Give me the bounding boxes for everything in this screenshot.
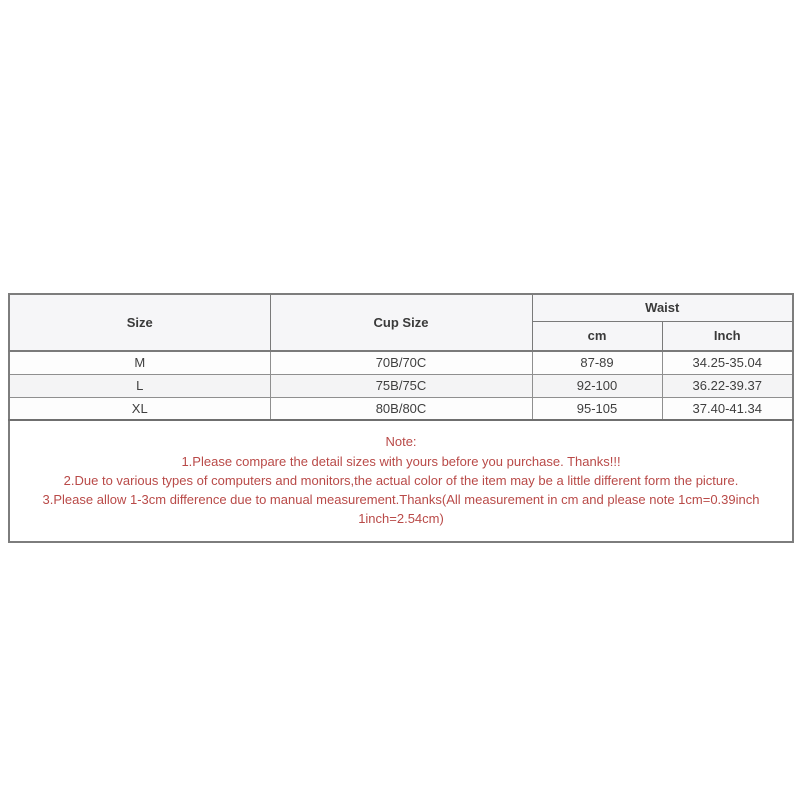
table-row-l	[9, 374, 793, 397]
header-cup-size: Cup Size	[270, 294, 532, 351]
note-line-1: 1.Please compare the detail sizes with yours before you purchase. Thanks!!!	[181, 454, 621, 469]
cell-waist-inch: 36.22-39.37	[662, 374, 793, 397]
cell-cup-size: 80B/80C	[270, 397, 532, 420]
header-waist-cm: cm	[532, 321, 662, 351]
cell-waist-cm: 95-105	[532, 397, 662, 420]
header-size: Size	[9, 294, 270, 351]
size-chart-table	[8, 293, 794, 543]
table-row-xl	[9, 397, 793, 420]
size-chart-header	[9, 294, 793, 351]
cell-size: XL	[9, 397, 270, 420]
note-row	[9, 420, 793, 542]
note-line-3: 3.Please allow 1-3cm difference due to manual measurement.Thanks(All measurement in cm and please note 1cm=0.39inch 1inch=2.54cm)	[42, 492, 760, 526]
cell-size: M	[9, 351, 270, 374]
cell-waist-inch: 37.40-41.34	[662, 397, 793, 420]
note-block	[16, 432, 786, 528]
cell-size: L	[9, 374, 270, 397]
cell-waist-cm: 92-100	[532, 374, 662, 397]
table-row-m	[9, 351, 793, 374]
header-waist: Waist	[532, 294, 793, 321]
note-cell	[9, 420, 793, 542]
header-waist-inch: Inch	[662, 321, 793, 351]
cell-cup-size: 75B/75C	[270, 374, 532, 397]
cell-waist-inch: 34.25-35.04	[662, 351, 793, 374]
cell-waist-cm: 87-89	[532, 351, 662, 374]
cell-cup-size: 70B/70C	[270, 351, 532, 374]
note-line-2: 2.Due to various types of computers and monitors,the actual color of the item may be a little different form the picture.	[63, 473, 739, 488]
size-chart-container	[8, 293, 792, 543]
note-title: Note:	[385, 434, 417, 449]
